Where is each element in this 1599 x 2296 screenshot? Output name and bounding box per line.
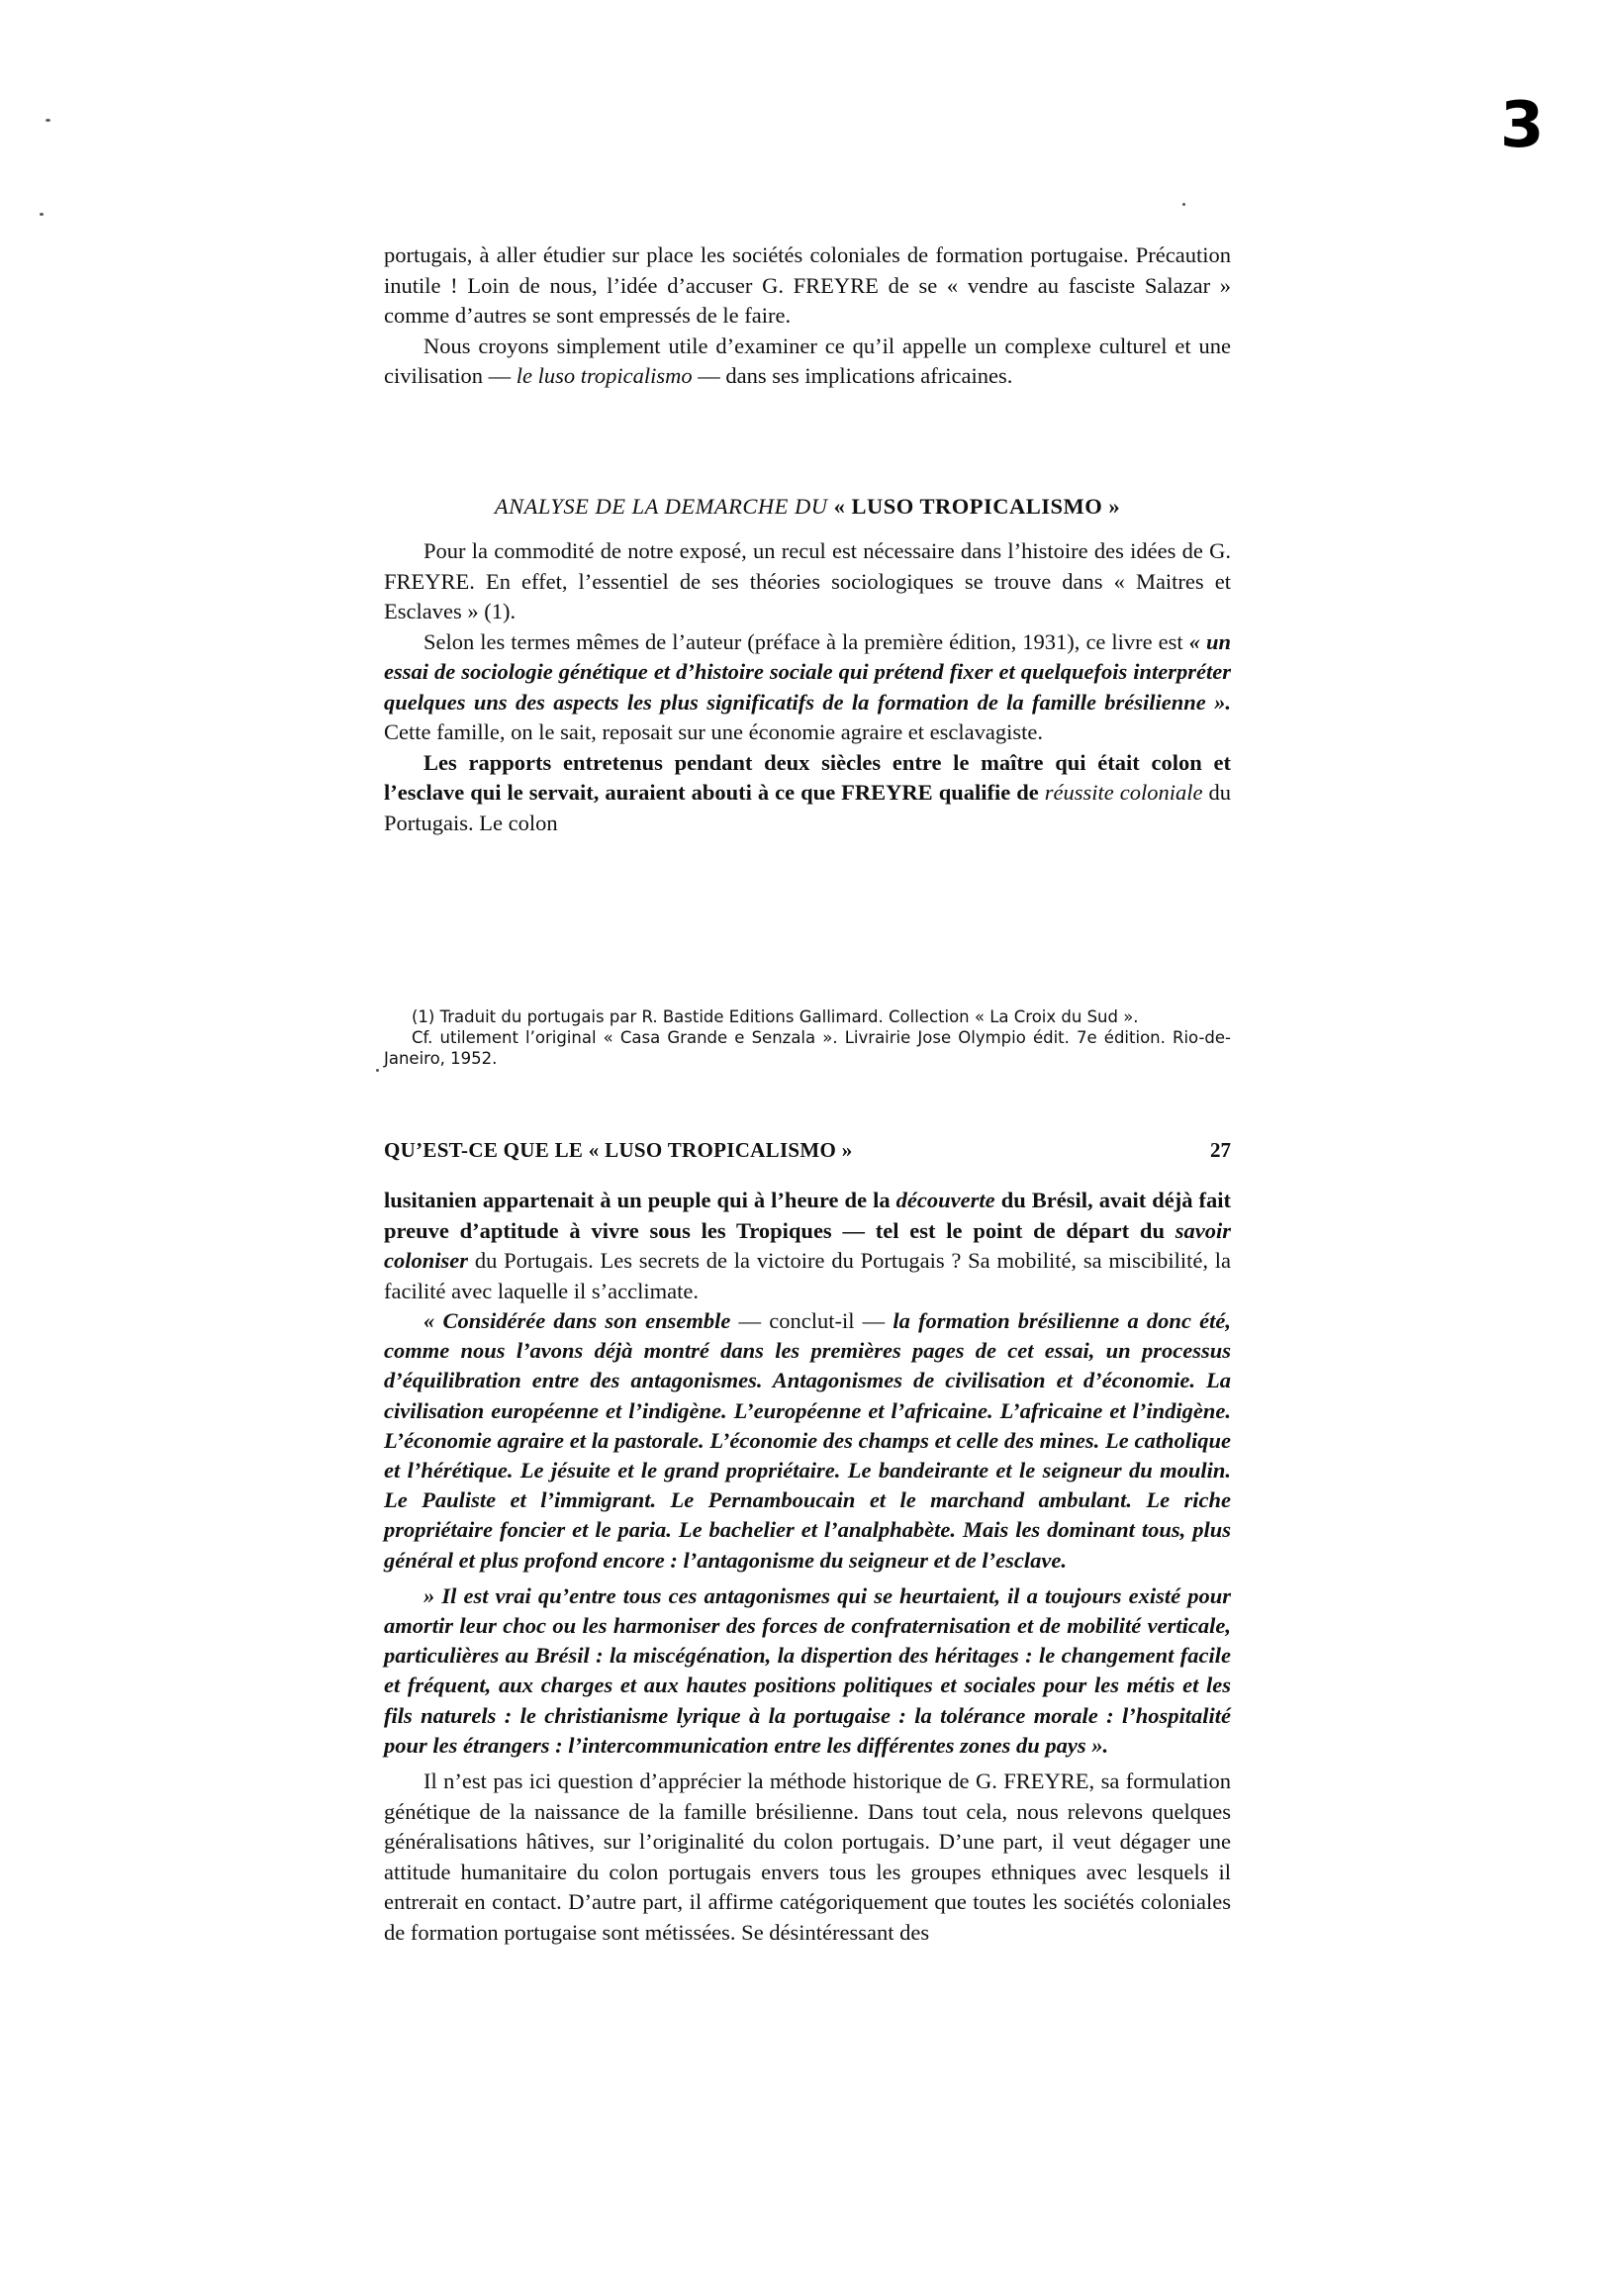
paragraph [384, 627, 1231, 748]
paragraph [384, 1186, 1231, 1306]
quote-paragraph: » Il est vrai qu’entre tous ces antagonismes qui se heurtaient, il a toujours existé pour amortir leur choc ou les harmoniser des forces de confraternisation et de mobilité verticale, particulières au Brésil : la miscégénation, la dispertion des héritages : le changement facile et fréquent, aux charges et aux hautes positions politiques et sociales pour les métis et les fils naturels : le christianisme lyrique à la portugaise : la tolérance morale : l’hospitalité pour les étrangers : l’intercommunication entre les différentes zones du pays ». [384, 1582, 1231, 1758]
top-text-block [384, 240, 1231, 392]
text-run: lusitanien appartenait à un peuple qui à l’heure de la [384, 1188, 891, 1212]
upper-body-text [384, 536, 1231, 838]
heading-italic-part: ANALYSE DE LA DEMARCHE DU [494, 494, 828, 519]
text-run: du Portugais. Le colon [384, 780, 1231, 835]
paragraph: portugais, à aller étudier sur place les sociétés coloniales de formation portugaise. Précaution inutile ! Loin de nous, l’idée d’accuser G. FREYRE de se « vendre au fasciste Salazar » comme d’autres se sont empressés de le faire. [384, 242, 1231, 328]
text-run: — dans ses implications africaines. [698, 363, 1013, 388]
footnote: Cf. utilement l’original « Casa Grande e Senzala ». Livrairie Jose Olympio édit. 7e édition. Rio-de-Janeiro, 1952. [384, 1028, 1231, 1068]
scan-speck [46, 119, 50, 122]
quote-text: « Considérée dans son ensemble [423, 1308, 731, 1333]
paragraph [384, 332, 1231, 392]
folio-number: 27 [1210, 1138, 1231, 1162]
handwritten-page-number: 3 [1500, 89, 1545, 162]
heading-roman-part: « LUSO TROPICALISMO » [833, 494, 1121, 519]
paragraph [384, 748, 1231, 839]
footnote: (1) Traduit du portugais par R. Bastide Editions Gallimard. Collection « La Croix du Sud ». [412, 1007, 1139, 1026]
italic-term: savoir coloniser [384, 1217, 1232, 1273]
quoted-passage: « un essai de sociologie génétique et d’histoire sociale qui prétend fixer et quelquefois interpréter quelques uns des aspects les plus significatifs de la formation de la famille brésilienne ». [384, 628, 1232, 715]
text-run: Nous croyons simplement utile d’examiner ce qu’il appelle un complexe culturel et une civilisation — [384, 333, 1231, 388]
italic-term: découverte [895, 1188, 995, 1212]
lower-body-text [384, 1186, 1231, 1948]
italic-term: réussite coloniale [1044, 780, 1203, 805]
text-run: Selon les termes mêmes de l’auteur (préface à la première édition, 1931), ce livre est [423, 628, 1183, 654]
footnotes [384, 1006, 1231, 1069]
text-run: Les rapports entretenus pendant deux siècles entre le maître qui était colon et l’esclave qui le servait, auraient abouti à ce que FREYRE qualifie de [384, 749, 1231, 805]
scan-speck [1182, 203, 1185, 206]
quote-paragraph [384, 1306, 1231, 1576]
section-heading [384, 492, 1231, 522]
quote-text: la formation brésilienne a donc été, comme nous l’avons déjà montré dans les premières pages de cet essai, un processus d’équilibration entre des antagonismes. Antagonismes de civilisation et d’économie. La civilisation européenne et l’indigène. L’européenne et l’africaine. L’africaine et l’indigène. L’économie agraire et la pastorale. L’économie des champs et celle des mines. Le catholique et l’hérétique. Le jésuite et le grand propriétaire. Le bandeirante et le seigneur du moulin. Le Pauliste et l’immigrant. Le Pernamboucain et le marchand ambulant. Le riche propriétaire foncier et le paria. Le bachelier et l’analphabète. Mais les dominant tous, plus général et plus profond encore : l’antagonisme du seigneur et de l’esclave. [384, 1308, 1231, 1573]
quote-aside: — conclut-il — [738, 1308, 886, 1333]
scan-speck [40, 213, 44, 216]
scan-speck [376, 1069, 379, 1072]
text-run: Cette famille, on le sait, reposait sur une économie agraire et esclavagiste. [384, 719, 1043, 744]
running-head-title: QU’EST-CE QUE LE « LUSO TROPICALISMO » [384, 1138, 853, 1162]
text-run: du Portugais. Les secrets de la victoire du Portugais ? Sa mobilité, sa miscibilité, la facilité avec laquelle il s’acclimate. [384, 1248, 1232, 1303]
paragraph: Pour la commodité de notre exposé, un recul est nécessaire dans l’histoire des idées de G. FREYRE. En effet, l’essentiel de ses théories sociologiques se trouve dans « Maitres et Esclaves » (1). [384, 538, 1231, 623]
running-head [384, 1138, 1231, 1168]
section-heading-block [384, 492, 1231, 522]
text-run: du Brésil, avait déjà fait preuve d’aptitude à vivre sous les Tropiques — tel est le point de départ du [384, 1188, 1232, 1243]
italic-term: le luso tropicalismo [516, 363, 693, 388]
paragraph: Il n’est pas ici question d’apprécier la méthode historique de G. FREYRE, sa formulation génétique de la naissance de la famille brésilienne. Dans tout cela, nous relevons quelques généralisations hâtives, sur l’originalité du colon portugais. D’une part, il veut dégager une attitude humanitaire du colon portugais envers tous les groupes ethniques avec lesquels il entrerait en contact. D’autre part, il affirme catégoriquement que toutes les sociétés coloniales de formation portugaise sont métissées. Se désintéressant des [384, 1769, 1231, 1945]
